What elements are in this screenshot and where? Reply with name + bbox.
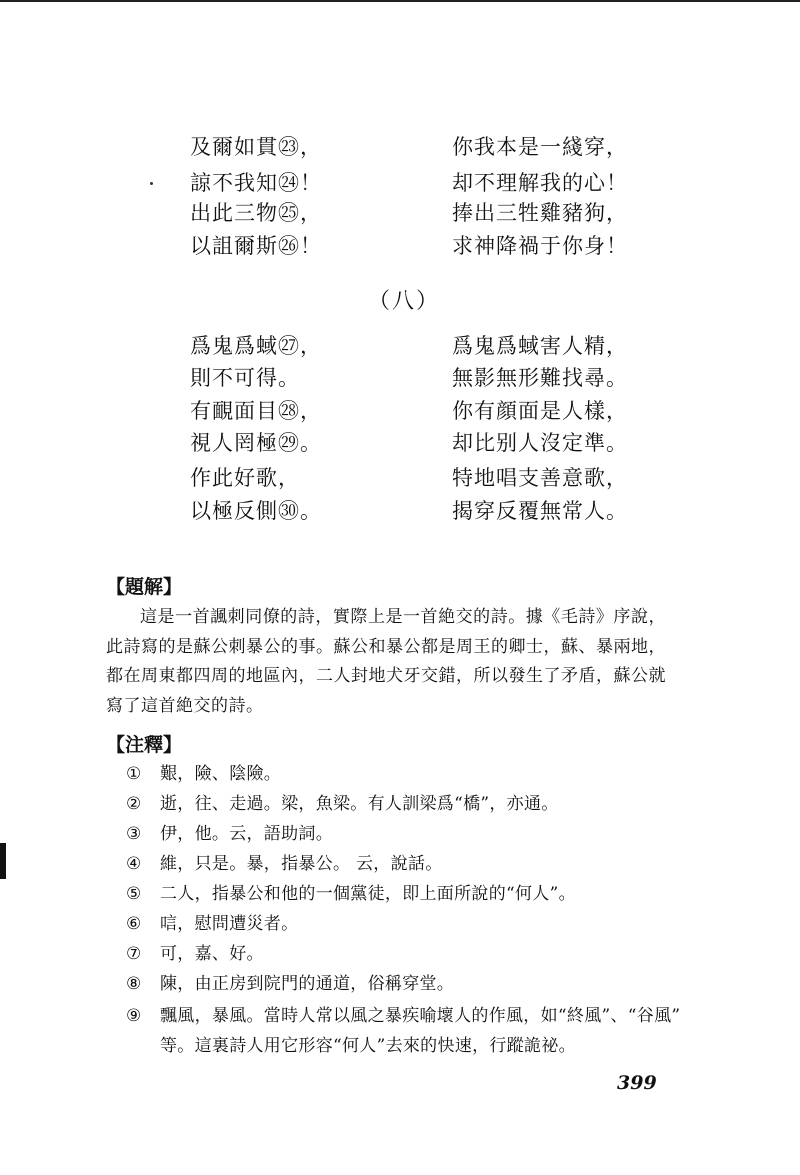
translation-line: 揭穿反覆無常人。 <box>452 499 628 523</box>
translation-line: 你有顔面是人樣， <box>452 399 628 423</box>
note-number: ⑨ <box>126 1006 142 1026</box>
scan-speck <box>150 182 153 185</box>
note-text: 唁，慰問遭災者。 <box>160 914 299 934</box>
notes-heading: 【注釋】 <box>106 734 183 756</box>
scan-edge-mark <box>0 843 6 879</box>
translation-line: 却不理解我的心！ <box>452 171 628 195</box>
note-text: 二人，指暴公和他的一個黨徒，即上面所說的“何人”。 <box>160 884 576 904</box>
original-line: 視人罔極㉙。 <box>190 431 322 455</box>
translation-line: 特地唱支善意歌， <box>452 466 628 490</box>
note-item <box>126 1002 686 1032</box>
note-text: 伊，他。云，語助詞。 <box>160 824 333 844</box>
translation-line: 爲鬼爲蜮害人精， <box>452 334 628 358</box>
stanza-heading: （八） <box>368 289 441 314</box>
original-line: 以極反側㉚。 <box>190 499 322 523</box>
translation-line: 捧出三牲雞豬狗， <box>452 201 628 225</box>
translation-line: 却比别人沒定準。 <box>452 431 628 455</box>
explanation-body: 這是一首諷刺同僚的詩，實際上是一首絶交的詩。據《毛詩》序說，此詩寫的是蘇公刺暴公的事。蘇公和暴公都是周王的卿士，蘇、暴兩地，都在周東都四周的地區內，二人封地犬牙交錯，所以發生了矛盾，蘇公就寫了這首絶交的詩。 <box>106 607 666 716</box>
explanation-heading: 【題解】 <box>106 576 183 598</box>
translation-line: 求神降禍于你身！ <box>452 234 628 258</box>
note-item <box>126 760 686 790</box>
original-line: 有靦面目㉘， <box>190 399 322 423</box>
note-item <box>126 790 686 820</box>
note-number: ② <box>126 794 142 814</box>
note-item <box>126 880 686 910</box>
note-text: 可，嘉、好。 <box>160 944 264 964</box>
original-line: 則不可得。 <box>190 366 300 390</box>
original-line: 及爾如貫㉓， <box>190 135 322 159</box>
original-line: 出此三物㉕， <box>190 201 322 225</box>
note-number: ⑤ <box>126 884 142 904</box>
note-number: ④ <box>126 854 142 874</box>
translation-line: 你我本是一綫穿， <box>452 135 628 159</box>
note-text: 維，只是。暴，指暴公。 云，說話。 <box>160 854 443 874</box>
original-line: 作此好歌， <box>190 466 300 490</box>
note-number: ① <box>126 764 142 784</box>
note-item <box>126 820 686 850</box>
note-text: 艱，險、陰險。 <box>160 764 282 784</box>
note-text: 飄風，暴風。當時人常以風之暴疾喻壞人的作風，如“終風”、“谷風” <box>160 1006 681 1026</box>
note-number: ⑧ <box>126 974 142 994</box>
note-text: 陳，由正房到院門的通道，俗稱穿堂。 <box>160 974 455 994</box>
original-line: 以詛爾斯㉖！ <box>190 234 322 258</box>
note-item <box>126 940 686 970</box>
note-item <box>126 850 686 880</box>
note-number: ⑦ <box>126 944 142 964</box>
translation-line: 無影無形難找尋。 <box>452 366 628 390</box>
original-line: 諒不我知㉔！ <box>190 171 322 195</box>
top-border-rule <box>0 0 800 2</box>
page-number: 399 <box>617 1072 657 1094</box>
note-continuation: 等。這裏詩人用它形容“何人”去來的快速，行蹤詭祕。 <box>160 1036 576 1056</box>
note-item <box>126 910 686 940</box>
note-number: ③ <box>126 824 142 844</box>
note-text: 逝，往、走過。梁，魚梁。有人訓梁爲“橋”，亦通。 <box>160 794 559 814</box>
original-line: 爲鬼爲蜮㉗， <box>190 334 322 358</box>
note-item <box>126 970 686 1000</box>
note-number: ⑥ <box>126 914 142 934</box>
